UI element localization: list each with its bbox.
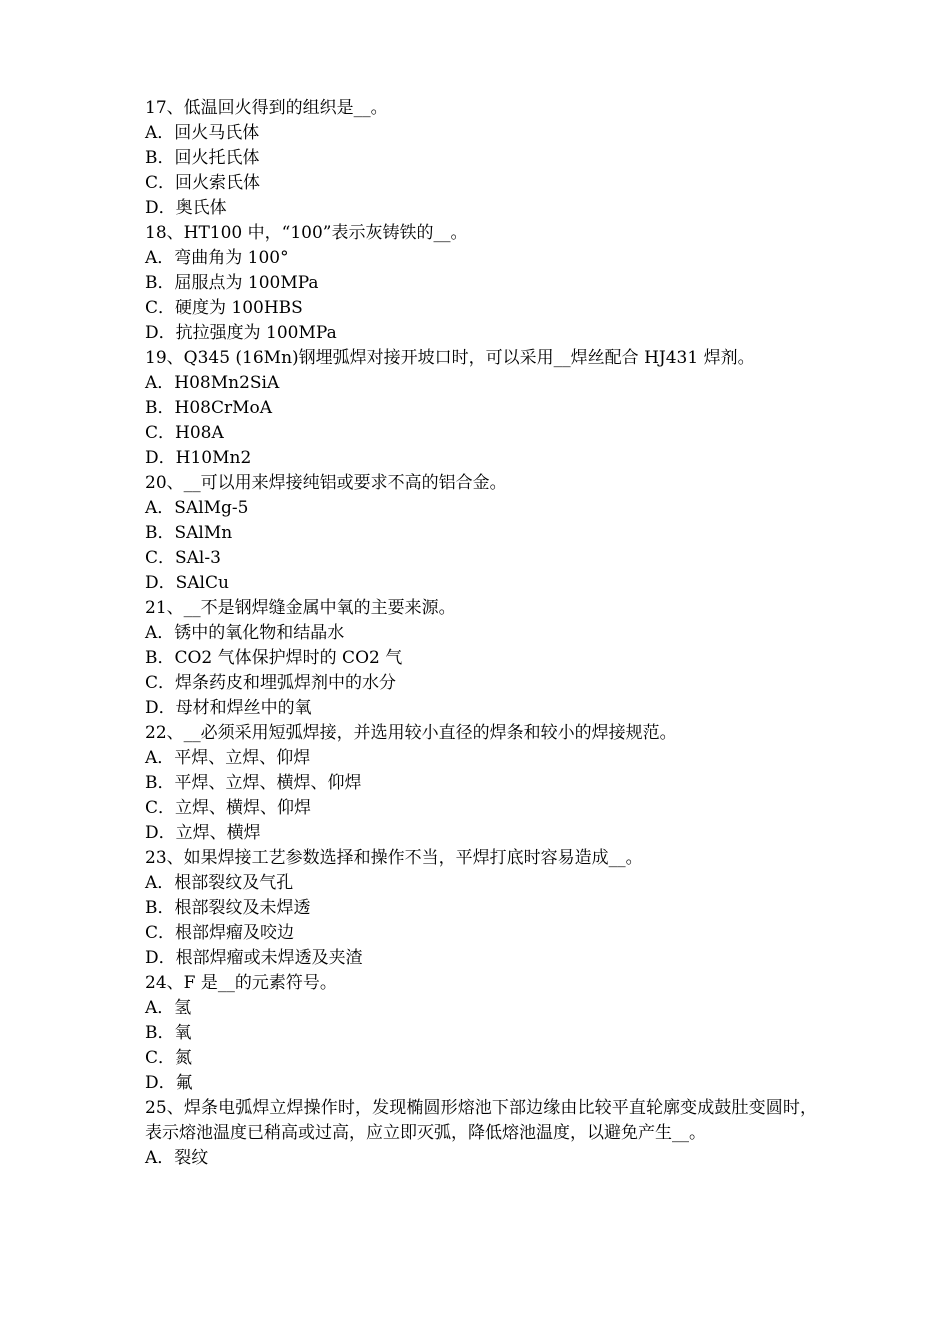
question-text: 24、F 是__的元素符号。 — [145, 973, 337, 993]
option-a: A．H08Mn2SiA — [145, 373, 280, 393]
question-21 — [145, 596, 825, 721]
question-19 — [145, 346, 825, 471]
option-a: A．弯曲角为 100° — [145, 248, 289, 268]
option-c: C．根部焊瘤及咬边 — [145, 923, 295, 943]
option-d: D．奥氏体 — [145, 198, 227, 218]
question-23 — [145, 846, 825, 971]
option-d: D．SAlCu — [145, 573, 229, 593]
option-c: C．SAl-3 — [145, 548, 221, 568]
question-text: 18、HT100 中，“100”表示灰铸铁的__。 — [145, 223, 468, 243]
question-text: 17、低温回火得到的组织是__。 — [145, 98, 388, 118]
option-d: D．抗拉强度为 100MPa — [145, 323, 337, 343]
question-17 — [145, 96, 825, 221]
option-a: A．平焊、立焊、仰焊 — [145, 748, 311, 768]
question-text: 22、__必须采用短弧焊接，并选用较小直径的焊条和较小的焊接规范。 — [145, 723, 677, 743]
option-d: D．H10Mn2 — [145, 448, 252, 468]
option-b: B．根部裂纹及未焊透 — [145, 898, 311, 918]
option-b: B．平焊、立焊、横焊、仰焊 — [145, 773, 362, 793]
question-25 — [145, 1096, 825, 1171]
question-text: 21、__不是钢焊缝金属中氧的主要来源。 — [145, 598, 456, 618]
question-text: 20、__可以用来焊接纯铝或要求不高的铝合金。 — [145, 473, 507, 493]
option-c: C．回火索氏体 — [145, 173, 261, 193]
option-d: D．根部焊瘤或未焊透及夹渣 — [145, 948, 363, 968]
document-page — [145, 96, 825, 1171]
option-d: D．立焊、横焊 — [145, 823, 261, 843]
option-c: C．H08A — [145, 423, 224, 443]
question-18 — [145, 221, 825, 346]
question-20 — [145, 471, 825, 596]
option-b: B．屈服点为 100MPa — [145, 273, 319, 293]
option-c: C．立焊、横焊、仰焊 — [145, 798, 312, 818]
question-24 — [145, 971, 825, 1096]
option-a: A．SAlMg-5 — [145, 498, 249, 518]
option-d: D．母材和焊丝中的氧 — [145, 698, 312, 718]
option-b: B．氧 — [145, 1023, 192, 1043]
option-b: B．回火托氏体 — [145, 148, 260, 168]
option-a: A．锈中的氧化物和结晶水 — [145, 623, 345, 643]
option-b: B．CO2 气体保护焊时的 CO2 气 — [145, 648, 403, 668]
option-c: C．焊条药皮和埋弧焊剂中的水分 — [145, 673, 397, 693]
question-22 — [145, 721, 825, 846]
option-b: B．H08CrMoA — [145, 398, 273, 418]
option-a: A．根部裂纹及气孔 — [145, 873, 294, 893]
option-a: A．回火马氏体 — [145, 123, 260, 143]
option-d: D．氟 — [145, 1073, 193, 1093]
question-text: 25、焊条电弧焊立焊操作时，发现椭圆形熔池下部边缘由比较平直轮廓变成鼓肚变圆时，表示熔池温度已稍高或过高，应立即灭弧，降低熔池温度，以避免产生__。 — [145, 1098, 817, 1143]
option-c: C．硬度为 100HBS — [145, 298, 303, 318]
option-c: C．氮 — [145, 1048, 193, 1068]
question-text: 19、Q345 (16Mn)钢埋弧焊对接开坡口时，可以采用__焊丝配合 HJ431 焊剂。 — [145, 348, 755, 368]
option-a: A．氢 — [145, 998, 192, 1018]
option-b: B．SAlMn — [145, 523, 233, 543]
question-text: 23、如果焊接工艺参数选择和操作不当，平焊打底时容易造成__。 — [145, 848, 643, 868]
option-a: A．裂纹 — [145, 1148, 209, 1168]
